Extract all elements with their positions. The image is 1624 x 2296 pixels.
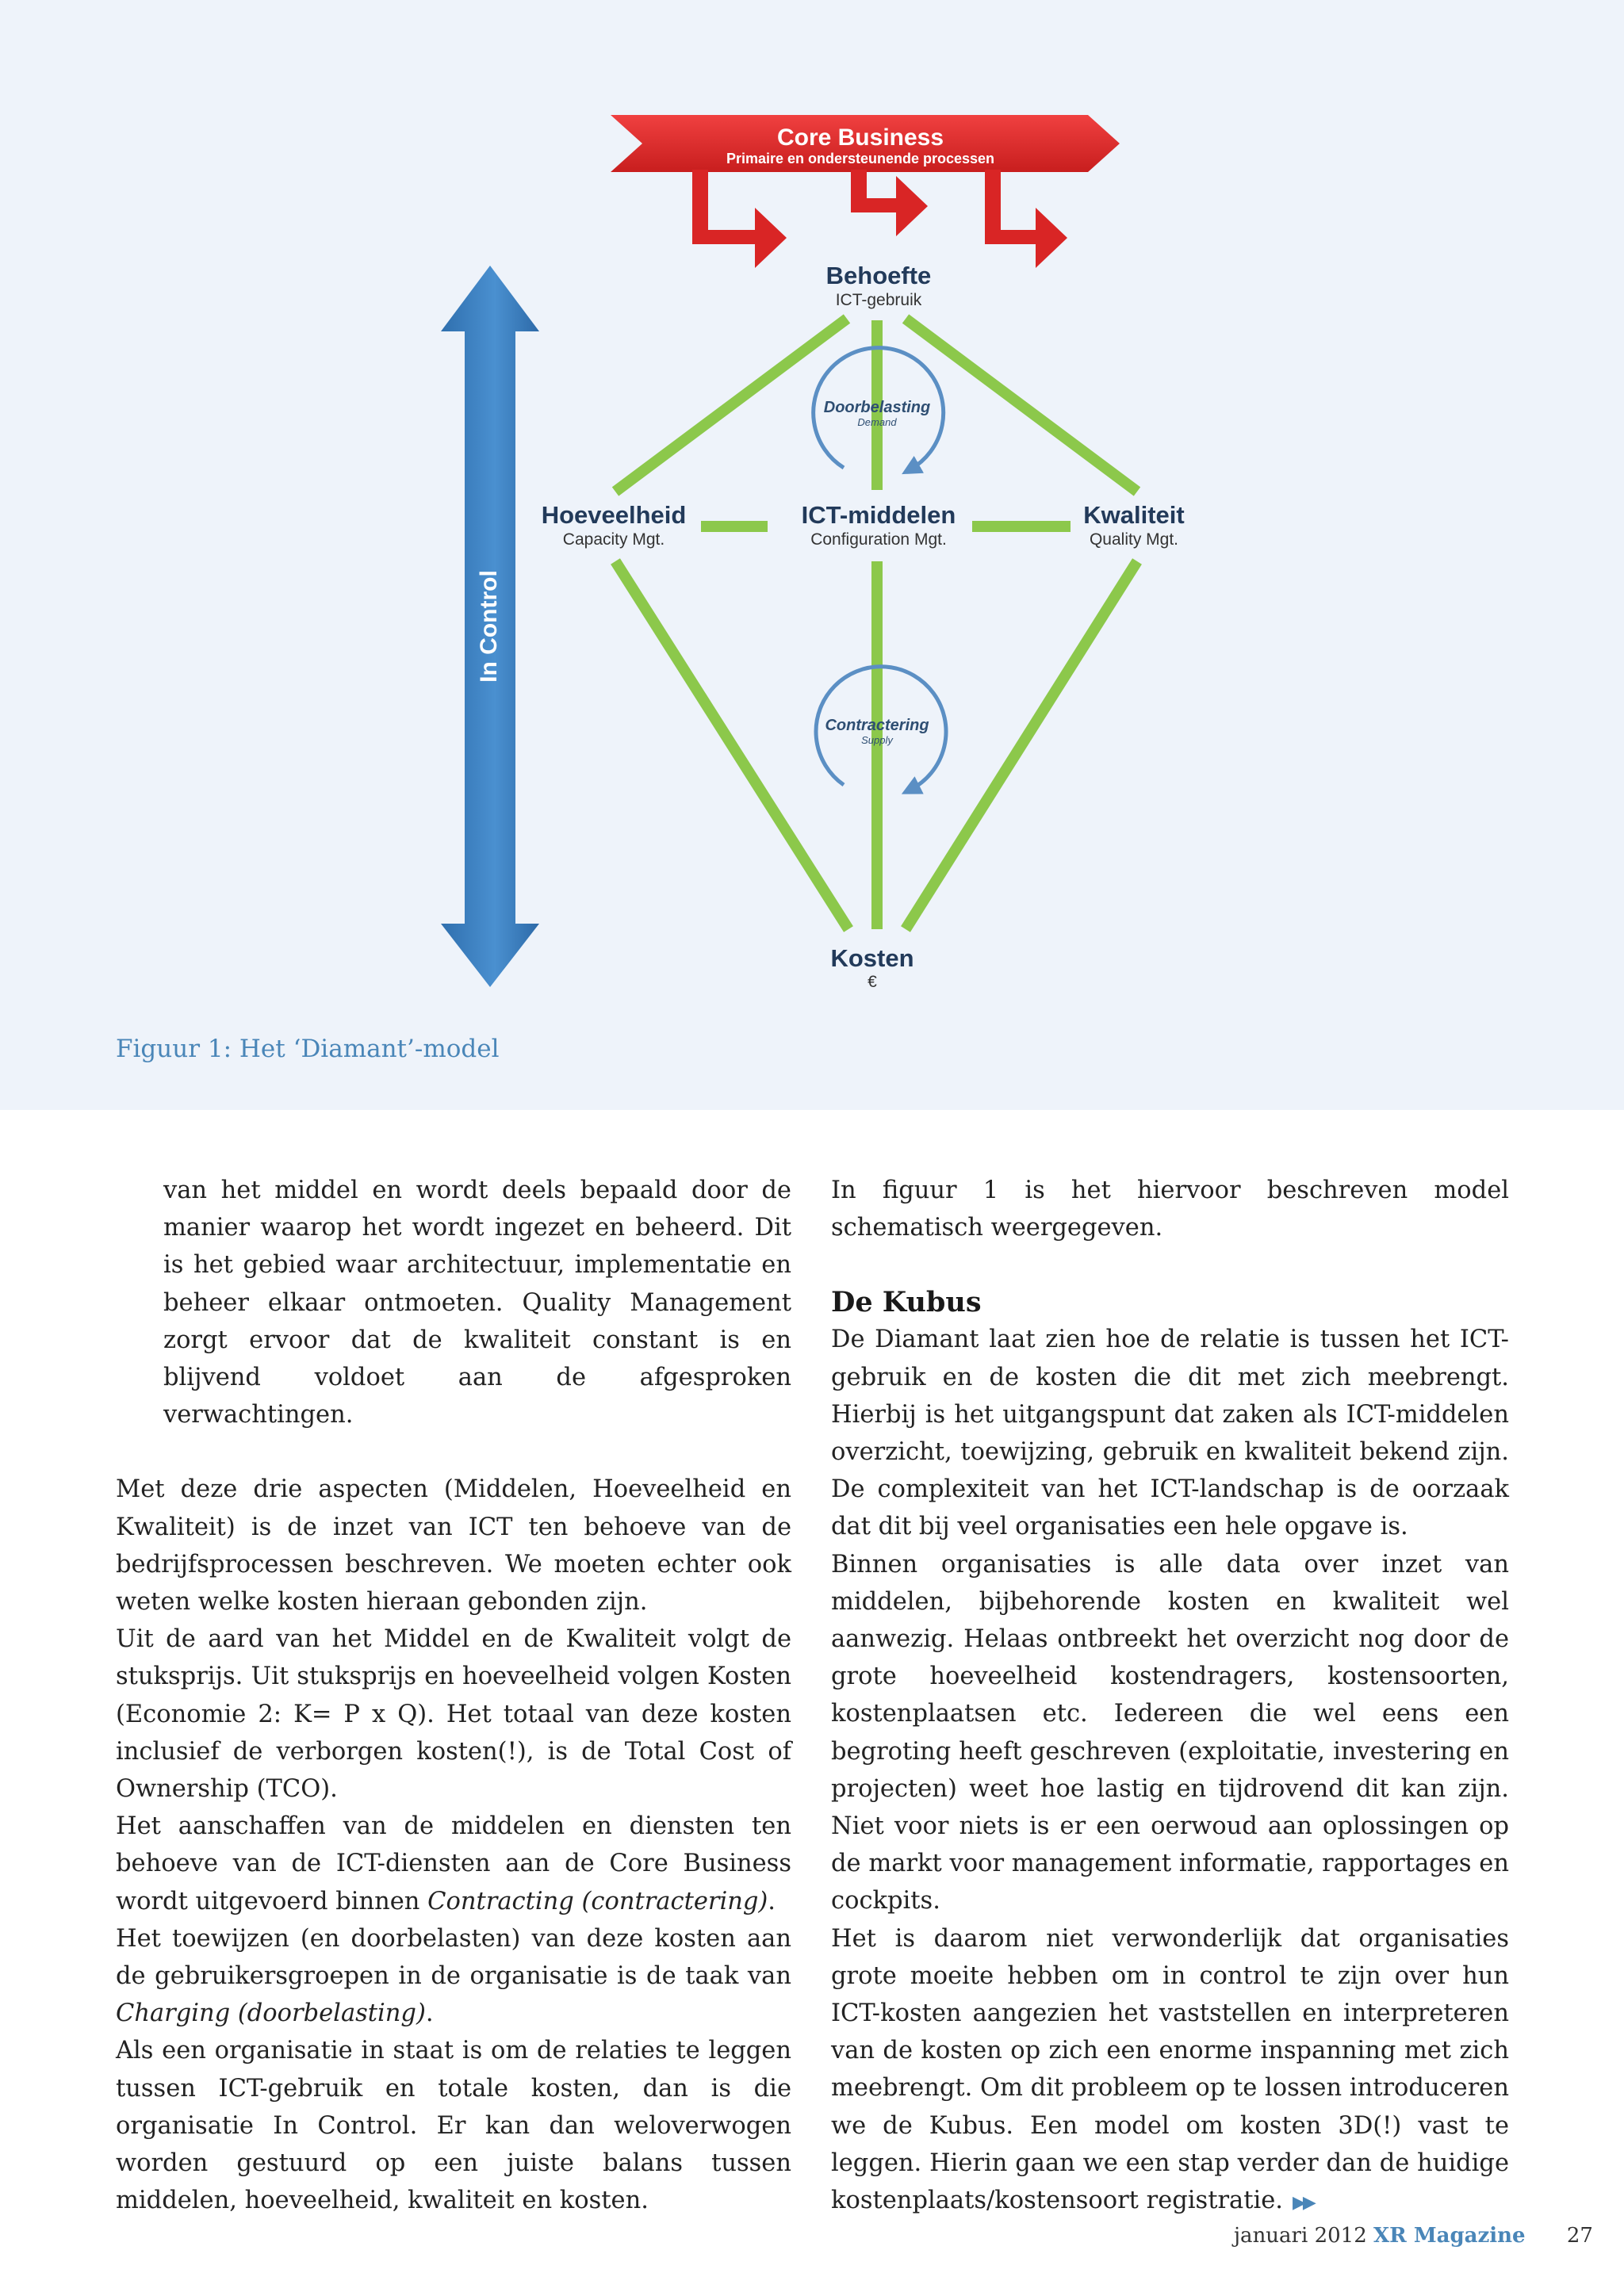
- page-number: 27: [1566, 2224, 1593, 2248]
- cycle-lower-label: Contractering: [825, 717, 929, 734]
- line-top-right: [906, 319, 1137, 492]
- node-right-title: Kwaliteit: [1083, 501, 1185, 529]
- in-control-arrow: [441, 266, 539, 987]
- banner-title: Core Business: [776, 124, 944, 151]
- footer-date: januari 2012: [1234, 2224, 1367, 2248]
- node-left-subtitle: Capacity Mgt.: [562, 530, 665, 549]
- left-paragraph-3: Uit de aard van het Middel en de Kwaliteit volgt de stuksprijs. Uit stuksprijs en hoeveelheid volgen Kosten (Economie 2: K= P x Q). Het totaal van deze kosten inclusief de verborgen kosten(!), is de Total Cost of Ownership (TCO).: [116, 1625, 791, 1804]
- page-footer: [1234, 2224, 1593, 2248]
- diamond-model-figure: [0, 0, 1624, 1110]
- section-heading: De Kubus: [831, 1286, 982, 1319]
- node-top-subtitle: ICT-gebruik: [835, 291, 922, 309]
- charging-term: Charging (doorbelasting): [116, 1999, 426, 2028]
- in-control-label: In Control: [476, 570, 502, 683]
- node-bottom-subtitle: €: [868, 973, 877, 991]
- right-column: [831, 1172, 1509, 2221]
- right-paragraph-1: In figuur 1 is het hiervoor beschreven model schematisch weergegeven.: [831, 1177, 1509, 1242]
- node-left-title: Hoeveelheid: [541, 501, 687, 529]
- right-paragraph-4: Het is daarom niet verwonderlijk dat organisaties grote moeite hebben om in control te zijn over hun ICT-kosten aangezien het vaststellen en interpreteren van de kosten op zich een enorme inspanning met zich meebrengt. Om dit probleem op te lossen introduceren we de Kubus. Een model om kosten 3D(!) vast te leggen. Hierin gaan we een stap verder dan de huidige kostenplaats/kostensoort registratie. ▶▶: [831, 1924, 1509, 2215]
- banner-subtitle: Primaire en ondersteunende processen: [726, 151, 995, 166]
- down-arrow-middle: [851, 170, 928, 236]
- node-bottom-title: Kosten: [830, 944, 914, 972]
- left-paragraph-5: Het toewijzen (en doorbelasten) van deze kosten aan de gebruikersgroepen in de organisatie is de taak van Charging (doorbelasting).: [116, 1924, 791, 2028]
- left-column: [116, 1172, 791, 2219]
- down-arrow-left: [692, 170, 787, 268]
- continue-arrows-icon: ▶▶: [1292, 2193, 1313, 2214]
- left-paragraph-4: Het aanschaffen van de middelen en diensten ten behoeve van de ICT-diensten aan de Core Business wordt uitgevoerd binnen Contracting (contractering).: [116, 1812, 791, 1915]
- cycle-upper-label: Doorbelasting: [823, 399, 931, 416]
- core-business-banner: [611, 115, 1120, 268]
- contracting-term: Contracting (contractering): [427, 1887, 768, 1915]
- line-right-bottom: [906, 561, 1137, 929]
- node-center-subtitle: Configuration Mgt.: [810, 530, 947, 549]
- figure-caption: Figuur 1: Het ‘Diamant’-model: [116, 1035, 500, 1063]
- cycle-upper-sublabel: Demand: [857, 416, 897, 428]
- left-paragraph-1: van het middel en wordt deels bepaald door de manier waarop het wordt ingezet en beheerd. Dit is het gebied waar architectuur, implementatie en beheer elkaar ontmoeten. Quality Management zorgt ervoor dat de kwaliteit constant is en blijvend voldoet aan de afgesproken verwachtingen.: [163, 1177, 791, 1429]
- left-paragraph-6: Als een organisatie in staat is om de relaties te leggen tussen ICT-gebruik en totale kosten, dan is die organisatie In Control. Er kan dan weloverwogen worden gestuurd op een juiste balans tussen middelen, hoeveelheid, kwaliteit en kosten.: [116, 2037, 791, 2215]
- right-paragraph-2: De Diamant laat zien hoe de relatie is tussen het ICT-gebruik en de kosten die dit met zich meebrengt. Hierbij is het uitgangspunt dat zaken als ICT-middelen overzicht, toewijzing, gebruik en kwaliteit bekend zijn. De complexiteit van het ICT-landschap is de oorzaak dat dit bij veel organisaties een hele opgave is.: [831, 1326, 1509, 1541]
- left-paragraph-2: Met deze drie aspecten (Middelen, Hoeveelheid en Kwaliteit) is de inzet van ICT ten behoeve van de bedrijfsprocessen beschreven. We moeten echter ook weten welke kosten hieraan gebonden zijn.: [116, 1475, 791, 1617]
- cycle-lower-sublabel: Supply: [861, 734, 893, 746]
- node-top-title: Behoefte: [825, 262, 932, 289]
- down-arrow-right: [985, 170, 1067, 268]
- line-left-bottom: [615, 561, 848, 929]
- node-right-subtitle: Quality Mgt.: [1089, 530, 1179, 549]
- node-center-title: ICT-middelen: [801, 501, 956, 529]
- footer-magazine: XR Magazine: [1373, 2224, 1526, 2248]
- right-paragraph-3: Binnen organisaties is alle data over inzet van middelen, bijbehorende kosten en kwaliteit wel aanwezig. Helaas ontbreekt het overzicht nog door de grote hoeveelheid kostendragers, kostensoorten, kostenplaatsen etc. Iedereen die wel eens een begroting heeft geschreven (exploitatie, investering en projecten) weet hoe lastig en tijdrovend dit kan zijn. Niet voor niets is er een oerwoud aan oplossingen op de markt voor management informatie, rapportages en cockpits.: [831, 1550, 1509, 1915]
